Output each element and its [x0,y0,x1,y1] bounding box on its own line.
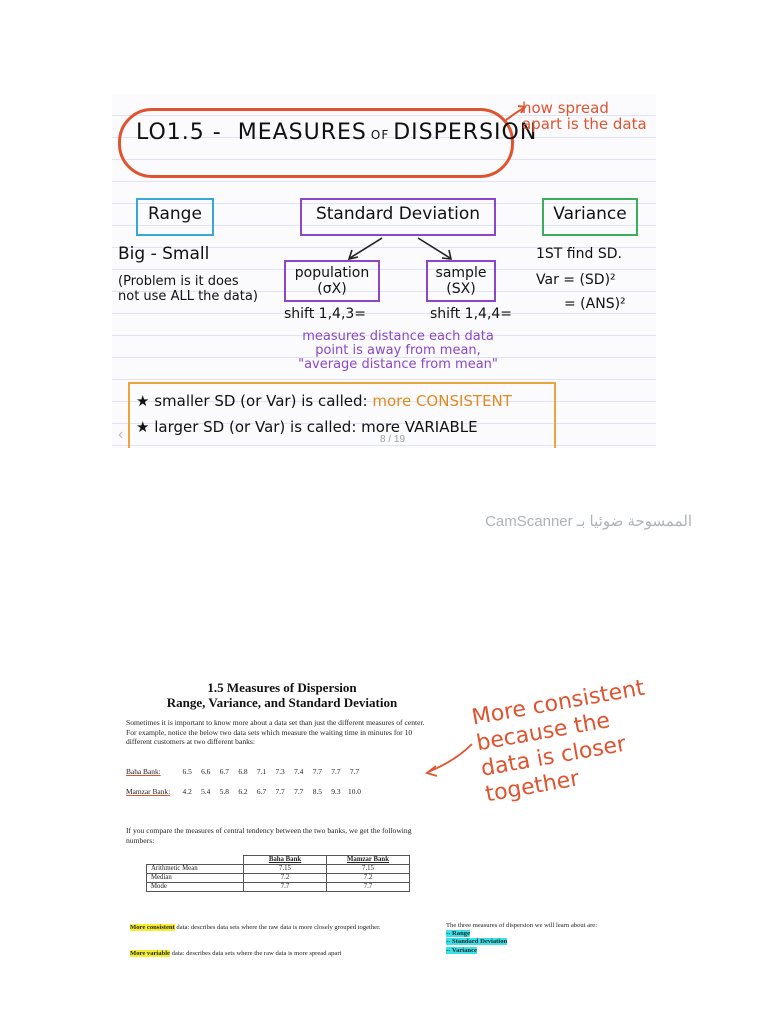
three-measures-intro: The three measures of dispersion we will learn about are: [446,922,598,929]
worksheet-page [112,656,656,972]
consistent-definition [130,924,420,932]
sample-calc: shift 1,4,4= [430,306,513,322]
sample-box: sample (SX) [426,260,496,302]
summary-larger-text: ★ larger SD (or Var) is called: [136,418,357,436]
doc-intro: Sometimes it is important to know more about a data set than just the different measures of center. For example, notice the below two data sets which measure the waiting time in minutes for 10 different customers at two different banks: [126,718,425,747]
mamzar-value: 7.7 [275,787,285,796]
three-measures [446,922,646,955]
baha-value: 7.7 [349,767,360,776]
table-cell: 7.15 [244,865,327,874]
baha-value: 6.8 [238,767,248,776]
baha-value: 6.5 [182,767,192,776]
table-header [147,856,244,865]
sd-box: Standard Deviation [300,198,496,236]
variance-formula2: = (ANS)² [564,296,626,312]
table-header: Mamzar Bank [327,856,410,865]
doc-compare: If you compare the measures of central tendency between the two banks, we get the following numbers: [126,826,412,845]
table-header: Baha Bank [244,856,327,865]
table-cell: 7.2 [327,874,410,883]
handwritten-note: More consistent because the data is closer together [470,675,647,808]
mamzar-value: 6.2 [238,787,248,796]
population-calc: shift 1,4,3= [284,306,367,322]
measure-item: -- Variance [446,946,477,954]
doc-title-line1: 1.5 Measures of Dispersion [207,680,357,695]
mamzar-value: 9.3 [331,787,341,796]
baha-value: 7.7 [312,767,322,776]
title-lo: LO1.5 - [136,120,222,145]
table-header-row [147,856,410,865]
variance-step1: 1ST find SD. [536,246,622,262]
variable-definition [130,950,420,958]
range-box: Range [136,198,214,236]
arrow-icon [422,740,478,780]
mamzar-value: 6.7 [256,787,267,796]
range-formula: Big - Small [118,244,210,264]
measure-item: -- Standard Deviation [446,938,508,946]
table-cell: Mode [147,883,244,892]
measure-item: -- Range [446,930,470,938]
title-of: OF [370,128,390,142]
notes-page [112,94,656,448]
baha-value: 7.4 [294,767,304,776]
consistent-rest: data: describes data sets where the raw data is more closely grouped together. [174,924,381,931]
summary-smaller-result: more CONSISTENT [372,392,512,410]
summary-smaller-text: ★ smaller SD (or Var) is called: [136,392,368,410]
range-problem: (Problem is it does not use ALL the data) [118,274,258,304]
mamzar-bank-label: Mamzar Bank: [126,787,171,796]
page-indicator: 8 / 19 [380,434,406,445]
baha-value: 7.1 [256,767,267,776]
table-cell: 7.7 [244,883,327,892]
table-row [147,874,410,883]
mamzar-value: 7.7 [294,787,304,796]
variable-term: More variable [130,950,170,957]
summary-larger-result: more VARIABLE [361,418,478,436]
sd-meaning: measures distance each data point is away from mean, "average distance from mean" [298,329,498,372]
baha-value: 7.7 [331,767,341,776]
sd-branch-arrows [322,236,482,262]
mamzar-value: 4.2 [182,787,192,796]
baha-value: 6.7 [219,767,229,776]
table-row [147,883,410,892]
baha-bank-row [126,767,364,776]
population-box: population (σX) [284,260,380,302]
central-tendency-table [146,855,410,892]
watermark-text: الممسوحة ضوئيا بـ CamScanner [485,513,692,530]
title-dispersion: DISPERSION [393,120,538,145]
mamzar-value: 8.5 [312,787,322,796]
consistent-term: More consistent [130,924,175,931]
variable-rest: data: describes data sets where the raw data is more spread apart [169,950,342,957]
table-cell: Arithmetic Mean [147,865,244,874]
summary-larger [136,418,478,436]
variance-formula1: Var = (SD)² [536,272,616,288]
mamzar-value: 10.0 [348,787,361,796]
baha-bank-label: Baha Bank: [126,767,161,776]
mamzar-value: 5.4 [201,787,211,796]
mamzar-bank-row [126,787,364,796]
baha-value: 7.3 [275,767,285,776]
table-row [147,865,410,874]
doc-title [112,680,452,710]
variance-box: Variance [542,198,638,236]
title-measures: MEASURES [237,120,367,145]
baha-value: 6.6 [201,767,211,776]
table-cell: 7.15 [327,865,410,874]
mamzar-value: 5.8 [219,787,229,796]
table-cell: 7.7 [327,883,410,892]
arrow-note: how spread apart is the data [522,99,647,133]
table-cell: Median [147,874,244,883]
summary-smaller [136,392,512,410]
doc-title-line2: Range, Variance, and Standard Deviation [166,695,398,710]
prev-page-chevron-icon[interactable]: ‹ [118,426,124,443]
notes-title [136,120,537,145]
table-cell: 7.2 [244,874,327,883]
